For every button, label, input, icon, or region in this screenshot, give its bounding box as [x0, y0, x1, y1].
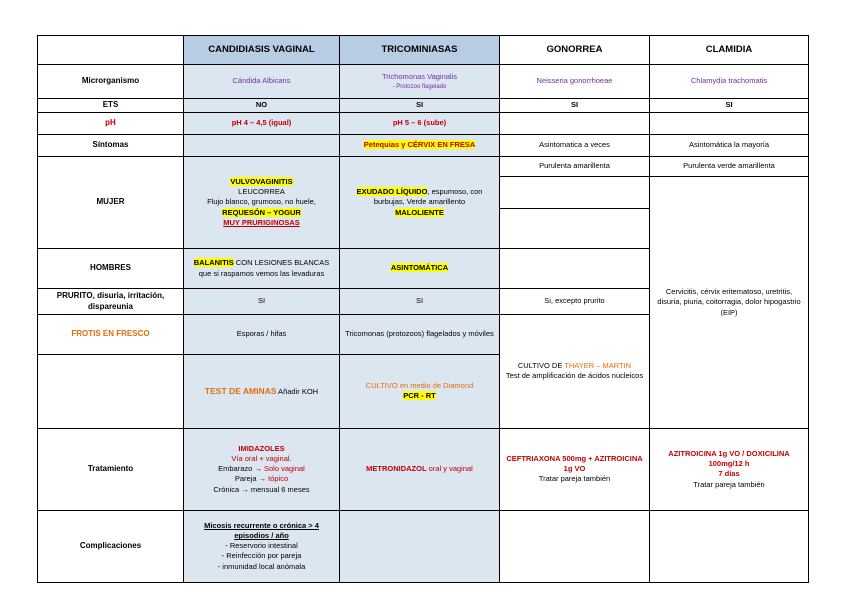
label-ets: ETS	[38, 99, 184, 113]
candidiasis-aminas-1: TEST DE AMINAS	[204, 385, 277, 396]
clamidia-microorganismo: Chlamydia trachomatis	[650, 65, 809, 99]
candidiasis-aminas-2: Añadir KOH	[276, 386, 319, 396]
tricomoniasis-tratamiento	[340, 428, 500, 510]
candidiasis-sintomas	[184, 135, 340, 157]
label-frotis: FROTIS EN FRESCO	[38, 315, 184, 355]
label-microorganismo: Microrganismo	[38, 65, 184, 99]
candidiasis-tratamiento-1: IMIDAZOLES	[238, 444, 285, 454]
clamidia-ets: SI	[650, 99, 809, 113]
candidiasis-aminas	[184, 355, 340, 429]
tricomoniasis-ets: SI	[340, 99, 500, 113]
tricomoniasis-mujer-2: , espumoso, con burbujas, Verde amarillento	[373, 187, 483, 207]
gonorrea-ets: SI	[500, 99, 650, 113]
label-ph: pH	[38, 113, 184, 135]
tricomoniasis-sintomas-text: Petequias y CÉRVIX EN FRESA	[363, 140, 476, 150]
tricomoniasis-aminas-2: PCR - RT	[403, 391, 436, 401]
label-complicaciones: Complicaciones	[38, 510, 184, 582]
row-mujer-1	[38, 157, 809, 177]
gonorrea-tratamiento	[500, 428, 650, 510]
candidiasis-mujer-3: Flujo blanco, grumoso, no huele,	[207, 197, 316, 207]
gonorrea-complicaciones	[500, 510, 650, 582]
candidiasis-tratamiento-3b: Solo vaginal	[263, 464, 305, 474]
candidiasis-tratamiento-3a: Embarazo →	[218, 464, 264, 474]
tricomoniasis-microorganismo-sub: - Protozoo flagelado	[392, 83, 447, 90]
candidiasis-ph: pH 4 – 4,5 (igual)	[184, 113, 340, 135]
gonorrea-ph	[500, 113, 650, 135]
gonorrea-prurito: Si, excepto prurito	[500, 289, 650, 315]
gonorrea-microorganismo: Neisseria gonorrhoeae	[500, 65, 650, 99]
tricomoniasis-prurito: SI	[340, 289, 500, 315]
tricomoniasis-ph: pH 5 – 6 (sube)	[340, 113, 500, 135]
label-aminas	[38, 355, 184, 429]
clamidia-mujer-detail: Cervicitis, cérvix eritematoso, uretritis, disuria, piuria, coitorragia, dolor hipogastrio (EIP)	[650, 177, 809, 429]
tricomoniasis-complicaciones	[340, 510, 500, 582]
tricomoniasis-frotis: Tricomonas (protozoos) flagelados y móviles	[340, 315, 500, 355]
candidiasis-tratamiento	[184, 428, 340, 510]
gonorrea-tratamiento-1: CEFTRIAXONA 500mg + AZITROICINA 1g VO	[506, 454, 643, 474]
label-hombres: HOMBRES	[38, 249, 184, 289]
row-tratamiento	[38, 428, 809, 510]
candidiasis-mujer-2: LEUCORREA	[238, 187, 285, 197]
candidiasis-tratamiento-2: Vía oral + vaginal.	[231, 454, 292, 464]
candidiasis-frotis: Esporas / hifas	[184, 315, 340, 355]
header-empty	[38, 36, 184, 65]
gonorrea-sintomas: Asintomatica a veces	[500, 135, 650, 157]
header-candidiasis: CANDIDIASIS VAGINAL	[184, 36, 340, 65]
clamidia-mujer: Purulenta verde amarillenta	[650, 157, 809, 177]
row-complicaciones	[38, 510, 809, 582]
candidiasis-mujer	[184, 157, 340, 249]
gonorrea-frotis-2: THAYER – MARTIN	[564, 361, 632, 371]
candidiasis-prurito: SI	[184, 289, 340, 315]
candidiasis-tratamiento-4b: tópico	[268, 474, 289, 484]
candidiasis-hombres	[184, 249, 340, 289]
row-microorganismo	[38, 65, 809, 99]
clamidia-tratamiento-1: AZITROICINA 1g VO / DOXICILINA 100mg/12 h	[668, 449, 790, 469]
std-comparison-table	[37, 35, 809, 583]
candidiasis-ets: NO	[184, 99, 340, 113]
gonorrea-frotis-1: CULTIVO DE	[517, 361, 565, 371]
tricomoniasis-aminas	[340, 355, 500, 429]
row-sintomas	[38, 135, 809, 157]
candidiasis-tratamiento-4a: Pareja →	[234, 474, 269, 484]
candidiasis-mujer-1: VULVOVAGINITIS	[230, 177, 293, 187]
header-gonorrea: GONORREA	[500, 36, 650, 65]
clamidia-tratamiento	[650, 428, 809, 510]
candidiasis-microorganismo: Cándida Albicans	[184, 65, 340, 99]
clamidia-ph	[650, 113, 809, 135]
tricomoniasis-mujer	[340, 157, 500, 249]
clamidia-tratamiento-2: 7 días	[718, 469, 740, 479]
candidiasis-hombres-1: BALANITIS	[193, 258, 234, 268]
candidiasis-complicaciones-4: - inmunidad local anómala	[217, 561, 306, 571]
tricomoniasis-tratamiento-2: oral y vaginal	[426, 464, 473, 474]
label-mujer: MUJER	[38, 157, 184, 249]
row-ph	[38, 113, 809, 135]
tricomoniasis-aminas-1: CULTIVO en medio de Diamond	[365, 381, 474, 391]
candidiasis-mujer-5: MUY PRURIGINOSAS	[223, 217, 300, 227]
label-sintomas: Síntomas	[38, 135, 184, 157]
gonorrea-mujer-2	[500, 177, 650, 209]
gonorrea-tratamiento-2: Tratar pareja también	[538, 474, 611, 484]
gonorrea-mujer-3	[500, 209, 650, 249]
gonorrea-frotis-3: Test de amplificación de ácidos nucleicos	[505, 371, 644, 381]
tricomoniasis-tratamiento-1: METRONIDAZOL	[366, 464, 427, 474]
clamidia-tratamiento-3: Tratar pareja también	[693, 479, 765, 489]
tricomoniasis-mujer-3: MALOLIENTE	[395, 207, 444, 217]
candidiasis-complicaciones	[184, 510, 340, 582]
tricomoniasis-microorganismo	[340, 65, 500, 99]
clamidia-complicaciones	[650, 510, 809, 582]
label-prurito: PRURITO, disuria, irritación, dispareunia	[38, 289, 184, 315]
tricomoniasis-microorganismo-name: Trichomonas Vaginalis	[381, 72, 458, 82]
gonorrea-mujer: Purulenta amarillenta	[500, 157, 650, 177]
candidiasis-complicaciones-2: - Reservorio intestinal	[225, 541, 298, 551]
tricomoniasis-hombres-text: ASINTOMÁTICA	[390, 263, 449, 273]
header-row	[38, 36, 809, 65]
candidiasis-complicaciones-3: - Reinfección por pareja	[221, 551, 302, 561]
header-clamidia: CLAMIDIA	[650, 36, 809, 65]
candidiasis-hombres-2: CON LESIONES BLANCAS que si raspamos vemos las levaduras	[198, 258, 330, 278]
tricomoniasis-hombres	[340, 249, 500, 289]
candidiasis-mujer-4: REQUESÓN – YOGUR	[222, 207, 301, 217]
clamidia-sintomas: Asintomática la mayoría	[650, 135, 809, 157]
row-ets	[38, 99, 809, 113]
tricomoniasis-sintomas	[340, 135, 500, 157]
header-tricomoniasis: TRICOMINIASAS	[340, 36, 500, 65]
gonorrea-hombres	[500, 249, 650, 289]
candidiasis-tratamiento-5: Crónica → mensual 6 meses	[213, 484, 310, 494]
tricomoniasis-mujer-1: EXUDADO LÍQUIDO	[356, 187, 428, 197]
gonorrea-frotis	[500, 315, 650, 429]
label-tratamiento: Tratamiento	[38, 428, 184, 510]
candidiasis-complicaciones-1: Micosis recurrente o crónica > 4 episodios / año	[204, 521, 319, 541]
